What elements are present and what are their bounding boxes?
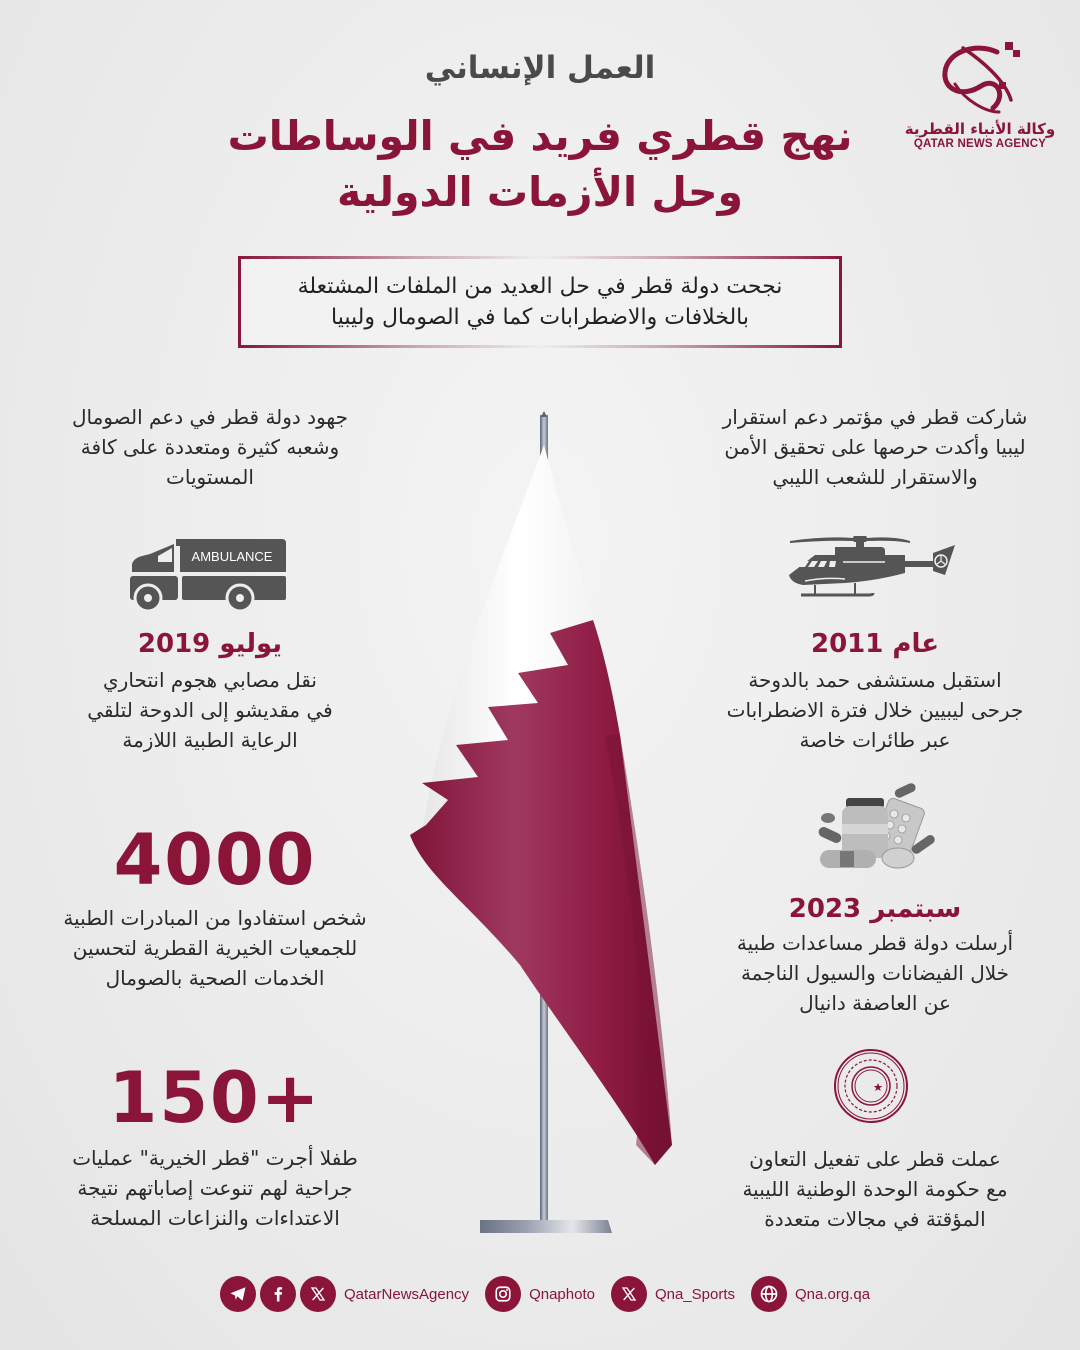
- libya-item1-text: [700, 665, 1050, 755]
- telegram-icon[interactable]: [220, 1276, 256, 1312]
- text-line: الخدمات الصحية بالصومال: [105, 966, 325, 990]
- qna-logo: [900, 38, 1060, 168]
- qatar-flag-image: [400, 405, 680, 1245]
- text-line: للجمعيات الخيرية القطرية لتحسين: [72, 936, 358, 960]
- website-link[interactable]: Qna.org.qa: [795, 1285, 871, 1303]
- helicopter-icon: [785, 533, 960, 612]
- somalia-intro-line: جهود دولة قطر في دعم الصومال: [71, 405, 349, 429]
- text-line: الاعتداءات والنزاعات المسلحة: [90, 1206, 340, 1230]
- somalia-item3-text: [40, 1143, 390, 1233]
- somalia-children-number: 150+: [108, 1057, 322, 1139]
- somalia-intro-line: وشعبه كثيرة ومتعددة على كافة: [80, 435, 340, 459]
- text-line: نقل مصابي هجوم انتحاري: [103, 668, 317, 692]
- social-group-qnaphoto[interactable]: [485, 1276, 611, 1312]
- somalia-intro-line: المستويات: [166, 465, 254, 489]
- text-line: شخص استفادوا من المبادرات الطبية: [63, 906, 367, 930]
- text-line: استقبل مستشفى حمد بالدوحة: [748, 668, 1002, 692]
- x-icon[interactable]: [611, 1276, 647, 1312]
- logo-name-english: QATAR NEWS AGENCY: [913, 138, 1047, 150]
- libya-item3-text: [700, 1144, 1050, 1234]
- libya-item2-heading: سبتمبر 2023: [788, 894, 962, 924]
- text-line: عن العاصفة دانيال: [799, 991, 951, 1015]
- x-icon[interactable]: [300, 1276, 336, 1312]
- text-line: مع حكومة الوحدة الوطنية الليبية: [742, 1177, 1008, 1201]
- text-line: طفلا أجرت "قطر الخيرية" عمليات: [72, 1146, 358, 1170]
- text-line: في مقديشو إلى الدوحة لتلقي: [87, 698, 333, 722]
- ambulance-icon: [128, 536, 288, 616]
- social-group-qna-sports[interactable]: [611, 1276, 751, 1312]
- social-group-qatarnewsagency[interactable]: [220, 1276, 485, 1312]
- text-line: عبر طائرات خاصة: [799, 728, 951, 752]
- intro-box: [238, 256, 842, 348]
- libya-intro-line: ليبيا وأكدت حرصها على تحقيق الأمن: [724, 435, 1026, 459]
- libya-intro-line: شاركت قطر في مؤتمر دعم استقرار: [722, 405, 1028, 429]
- page-title-line-1: نهج قطري فريد في الوساطات: [227, 112, 853, 160]
- facebook-icon[interactable]: [260, 1276, 296, 1312]
- social-handle[interactable]: QatarNewsAgency: [344, 1285, 470, 1303]
- medicine-icon: [810, 780, 940, 876]
- libya-item1-heading: عام 2011: [810, 629, 939, 659]
- text-line: المؤقتة في مجالات متعددة: [764, 1207, 986, 1231]
- text-line: جرحى ليبيين خلال فترة الاضطرابات: [726, 698, 1024, 722]
- social-handle[interactable]: Qnaphoto: [529, 1285, 595, 1303]
- social-footer: [220, 1276, 886, 1312]
- text-line: أرسلت دولة قطر مساعدات طبية: [736, 931, 1014, 955]
- somalia-intro: [40, 402, 380, 492]
- intro-line-1: نجحت دولة قطر في حل العديد من الملفات المشتعلة: [297, 274, 783, 299]
- globe-icon[interactable]: [751, 1276, 787, 1312]
- somalia-item1-heading: يوليو 2019: [137, 629, 283, 659]
- page-title-line-2: وحل الأزمات الدولية: [337, 168, 743, 216]
- somalia-item1-text: [40, 665, 380, 755]
- qna-emblem-icon: [935, 38, 1025, 118]
- instagram-icon[interactable]: [485, 1276, 521, 1312]
- somalia-beneficiaries-number: 4000: [113, 819, 317, 901]
- libya-item2-text: [700, 928, 1050, 1018]
- social-group-website[interactable]: [751, 1276, 886, 1312]
- libya-government-seal-icon: [833, 1048, 909, 1128]
- social-handle[interactable]: Qna_Sports: [654, 1285, 735, 1303]
- text-line: خلال الفيضانات والسيول الناجمة: [740, 961, 1010, 985]
- logo-name-arabic: وكالة الأنباء القطرية: [904, 120, 1056, 138]
- intro-line-2: بالخلافات والاضطرابات كما في الصومال وليبيا: [331, 305, 749, 330]
- somalia-item2-text: [30, 903, 400, 993]
- text-line: الرعاية الطبية اللازمة: [122, 728, 298, 752]
- section-kicker: العمل الإنساني: [424, 50, 656, 86]
- text-line: عملت قطر على تفعيل التعاون: [749, 1147, 1001, 1171]
- text-line: جراحية لهم تنوعت إصاباتهم نتيجة: [77, 1176, 353, 1200]
- libya-intro-line: والاستقرار للشعب الليبي: [772, 465, 978, 489]
- libya-intro: [690, 402, 1060, 492]
- svg-text:AMBULANCE: AMBULANCE: [191, 549, 273, 564]
